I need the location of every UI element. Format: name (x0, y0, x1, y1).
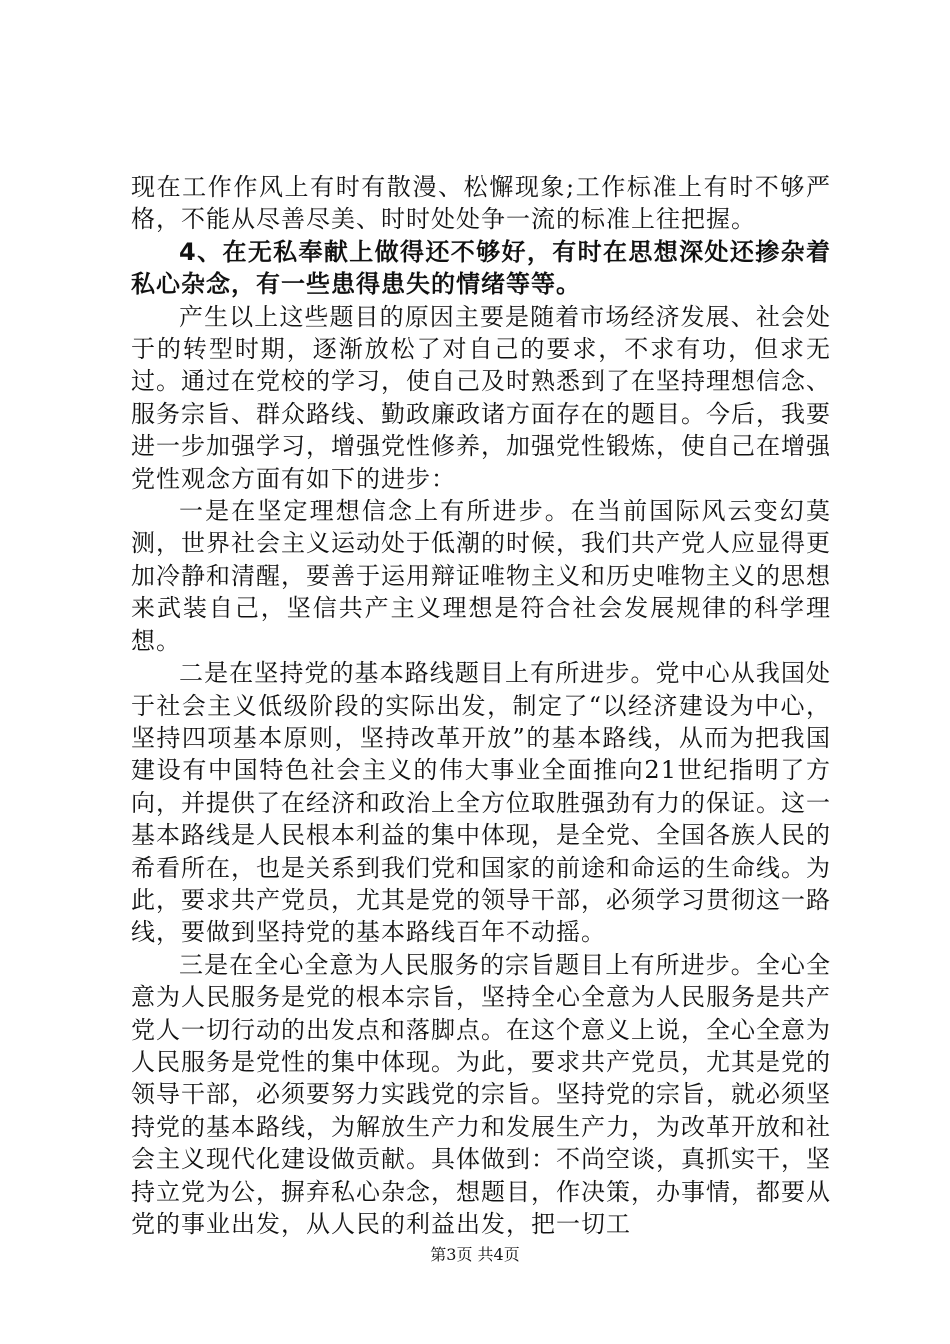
page-footer: 第3页 共4页 (430, 1245, 520, 1264)
paragraph-continued: 现在工作作风上有时有散漫、松懈现象;工作标准上有时不够严格，不能从尽善尽美、时时处处争一流的标准上往把握。 (131, 173, 831, 234)
paragraph-point-3: 三是在全心全意为人民服务的宗旨题目上有所进步。全心全意为人民服务是党的根本宗旨，坚持全心全意为人民服务是共产党人一切行动的出发点和落脚点。在这个意义上说，全心全意为人民服务是党性的集中体现。为此，要求共产党员，尤其是党的领导干部，必须要努力实践党的宗旨。坚持党的宗旨，就必须坚持党的基本路线，为解放生产力和发展生产力，为改革开放和社会主义现代化建设做贡献。具体做到：不尚空谈，真抓实干，坚持立党为公，摒弃私心杂念，想题目，作决策，办事情，都要从党的事业出发，从人民的利益出发，把一切工 (131, 950, 831, 1238)
paragraph-causes: 产生以上这些题目的原因主要是随着市场经济发展、社会处于的转型时期，逐渐放松了对自己的要求，不求有功，但求无过。通过在党校的学习，使自己及时熟悉到了在坚持理想信念、服务宗旨、群众路线、勤政廉政诸方面存在的题目。今后，我要进一步加强学习，增强党性修养，加强党性锻炼，使自己在增强党性观念方面有如下的进步： (131, 302, 831, 493)
paragraph-item-4: 4、在无私奉献上做得还不够好，有时在思想深处还掺杂着私心杂念，有一些患得患失的情绪等等。 (131, 237, 831, 299)
paragraph-point-2: 二是在坚持党的基本路线题目上有所进步。党中心从我国处于社会主义低级阶段的实际出发，制定了“以经济建设为中心，坚持四项基本原则，坚持改革开放”的基本路线，从而为把我国建设有中国特色社会主义的伟大事业全面推向21世纪指明了方向，并提供了在经济和政治上全方位取胜强劲有力的保证。这一基本路线是人民根本利益的集中体现，是全党、全国各族人民的希看所在，也是关系到我们党和国家的前途和命运的生命线。为此，要求共产党员，尤其是党的领导干部，必须学习贯彻这一路线，要做到坚持党的基本路线百年不动摇。 (131, 659, 831, 947)
document-body (131, 171, 831, 1240)
paragraph-point-1: 一是在坚定理想信念上有所进步。在当前国际风云变幻莫测，世界社会主义运动处于低潮的时候，我们共产党人应显得更加冷静和清醒，要善于运用辩证唯物主义和历史唯物主义的思想来武装自己，坚信共产主义理想是符合社会发展规律的科学理想。 (131, 497, 831, 655)
